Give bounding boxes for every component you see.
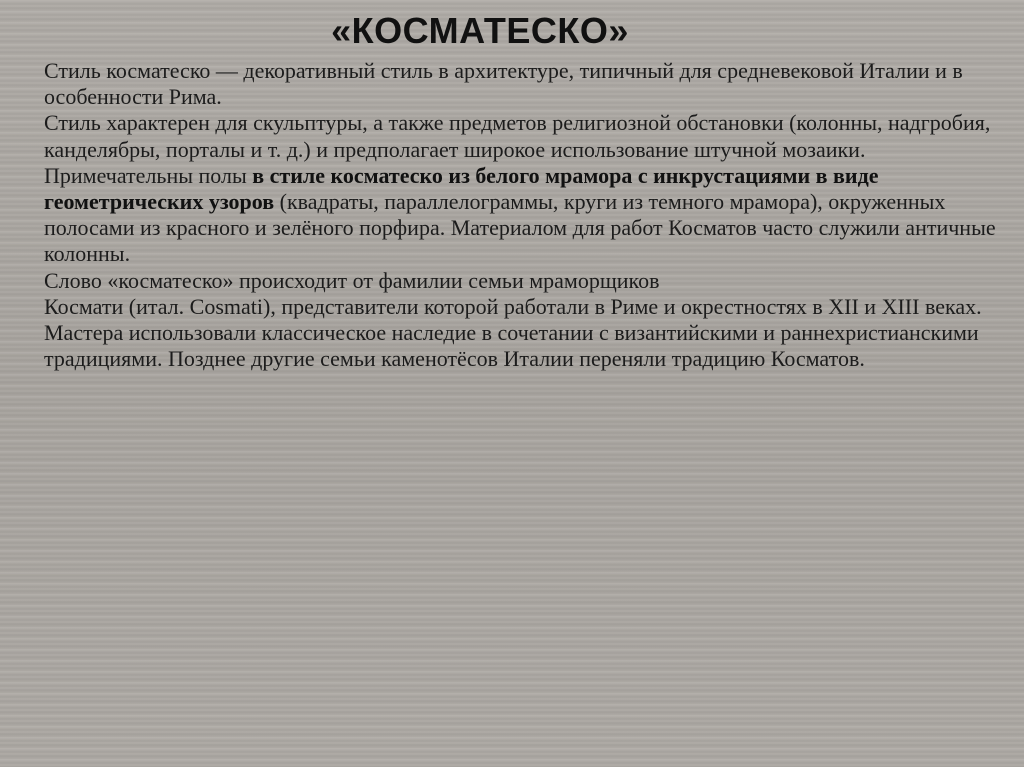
paragraph-description-text-2: (квадраты, параллелограммы, круги из темного мрамора), окруженных полосами из красного и зелёного порфира. Материалом для работ Косматов часто служили античные колонны. bbox=[44, 189, 996, 267]
paragraph-description-text-1: Стиль характерен для скульптуры, а также предметов религиозной обстановки (колонны, надгробия, канделябры, порталы и т. д.) и предполагает широкое использование штучной мозаики. Примечательны полы bbox=[44, 110, 991, 188]
paragraph-description-bold: в стиле косматеско из белого мрамора с инкрустациями в виде геометрических узоров bbox=[44, 162, 879, 215]
paragraph-etymology-rest: Космати (итал. Cosmati), представители которой работали в Риме и окрестностях в XII и XIII веках. Мастера использовали классическое наследие в сочетании с византийскими и раннехристианскими традициями. Позднее другие семьи каменотёсов Италии переняли традицию Косматов. bbox=[44, 293, 982, 372]
slide-body bbox=[44, 58, 1004, 372]
paragraph-description bbox=[44, 110, 1004, 267]
paragraph-etymology bbox=[44, 268, 1004, 373]
paragraph-intro: Стиль косматеско — декоративный стиль в архитектуре, типичный для средневековой Италии и в особенности Рима. bbox=[44, 58, 963, 110]
slide-title: «КОСМАТЕСКО» bbox=[331, 10, 629, 51]
paragraph-etymology-line-1: Слово «косматеско» происходит от фамилии семьи мраморщиков bbox=[44, 267, 660, 293]
